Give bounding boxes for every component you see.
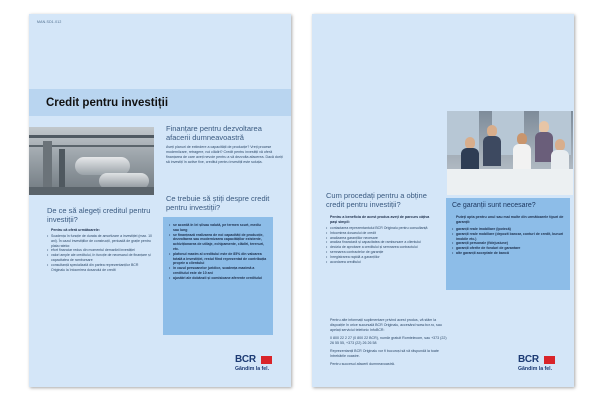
list-item: • analizarea garanțiilor necesare <box>326 236 434 241</box>
bcr-logo <box>235 354 283 378</box>
list-item: • Scadența în funcție de durata de amortizare a investiției (max. 10 ani). În cazul investițiilor de construcții, perioadă de grație pentru plata ratelor. <box>47 234 152 248</box>
how-section <box>326 192 434 264</box>
list-item: • alte garanții acceptate de bancă <box>452 251 564 256</box>
list-item: • plafonul maxim al creditului este de 85% din valoarea totală a investiției, restul fiind reprezentat de contribuția proprie a clientului <box>169 252 267 266</box>
info-box-guarantees <box>446 198 570 290</box>
footer-note: Pentru succesul afacerii dumneavoastră. <box>330 362 395 366</box>
logo-brand: BCR <box>235 354 256 365</box>
why-list <box>47 234 152 272</box>
why-section <box>47 207 152 272</box>
logo-red-square <box>544 356 555 364</box>
list-item: • în cazul persoanelor juridice, scadența maximă a creditului este de 10 ani <box>169 266 267 276</box>
know-heading-block <box>166 195 284 212</box>
list-item: • analiza financiară și capacitatea de rambursare a clientului <box>326 240 434 245</box>
list-item: • înregistrarea rapidă a garanțiilor <box>326 255 434 260</box>
brochure-page-right <box>312 14 574 387</box>
list-item: • garanții oferite de fonduri de garantare <box>452 246 564 251</box>
intro-heading: Finanțare pentru dezvoltarea afacerii dumneavoastră <box>166 124 262 142</box>
list-item: • întocmirea dosarului de credit <box>326 231 434 236</box>
list-item: • efort financiar redus din momentul demarării investiției <box>47 248 152 253</box>
list-item: • garanții reale mobiliare (depozit bancar, conturi de credit, bunuri imobile etc.) <box>452 232 564 242</box>
contact-section <box>330 318 448 367</box>
logo-slogan: Gândim la fel. <box>235 366 270 372</box>
guarantee-intro: Puteți opta pentru unul sau mai multe din următoarele tipuri de garanții: <box>456 215 564 224</box>
list-item: • se acordă în lei și/sau valută, pe termen scurt, mediu sau lung <box>169 223 267 233</box>
list-item: • acordarea creditului <box>326 260 434 265</box>
logo-brand: BCR <box>518 354 539 365</box>
list-item: • semnarea contractelor de garanție <box>326 250 434 255</box>
intro-section <box>166 125 284 165</box>
info-box-know <box>163 217 273 335</box>
document-code: MAN.SD1.012 <box>37 20 62 24</box>
guarantee-list <box>452 227 564 256</box>
contact-text: Pentru alte informații suplimentare privind acest produs, vă stăm la dispoziție în orice sucursală BCR Originalu, accesând www.bcr.ro, sau apelați serviciul telefonic InfoBCR: <box>330 318 442 332</box>
logo-slogan: Gândim la fel. <box>518 366 553 372</box>
list-item: • garanții reale imobiliare (ipotecă) <box>452 227 564 232</box>
list-item: • valori ample ale creditului, în funcție de necesarul de finanțare și capacitatea de rambursare <box>47 253 152 263</box>
know-heading: Ce trebuie să știți despre credit pentru investiții? <box>166 194 270 212</box>
why-heading: De ce să alegeți creditul pentru investiții? <box>47 206 151 224</box>
bcr-logo <box>518 354 566 378</box>
list-item: • consultanță specializată din partea reprezentanților BCR Originalu la întocmirea dosarului de credit <box>47 263 152 273</box>
list-item: • garanții personale (fidejusiune) <box>452 241 564 246</box>
list-item: • decizia de aprobare a creditului și semnarea contractului <box>326 245 434 250</box>
know-list <box>169 223 267 281</box>
list-item: • se finanțează realizarea de noi capacități de producție, dezvoltarea sau modernizarea capacităților existente, achiziționarea de utilaje, echipamente, clădiri, terenuri, etc. <box>169 233 267 252</box>
how-list <box>326 226 434 264</box>
logo-red-square <box>261 356 272 364</box>
how-heading: Cum procedați pentru a obține credit pentru investiții? <box>326 191 427 209</box>
why-subheading: Pentru că oferă următoarele: <box>51 228 100 232</box>
team-photo <box>447 111 573 195</box>
factory-photo <box>29 127 154 195</box>
list-item: • ajustări ale dobânzii și comisioane aferente creditului <box>169 276 267 281</box>
intro-text: Aveți planuri de extindere a capacității de producție? Vreți procese moderniizare, retragere, noi clădiri? Credit pentru investiții vă oferă finanțarea de care aveți nevoie pentru a vă dezvolta afacerea. Dacă doriți să investiți în active fixe, creditul pentru investiții este soluția. <box>166 145 283 164</box>
how-subheading: Pentru a beneficia de acest produs aveți de parcurs câțiva pași simpli: <box>330 215 430 224</box>
contact-phone: 0 800 22 2 27 (0 800 22 BCR), număr gratuit Romtelecom, sau +373 (22) 26 55 55, +373 (22) 26 26 58 <box>330 336 447 345</box>
guarantee-heading: Ce garanții sunt necesare? <box>452 202 536 209</box>
brochure-page-left <box>29 14 291 387</box>
list-item: • contactarea reprezentantului BCR Originalu pentru consultanță <box>326 226 434 231</box>
contact-note: Reprezentanții BCR Originalu vor fi bucuroși să vă răspundă la toate întrebările voastre. <box>330 349 439 358</box>
page-title: Credit pentru investiții <box>46 97 169 109</box>
